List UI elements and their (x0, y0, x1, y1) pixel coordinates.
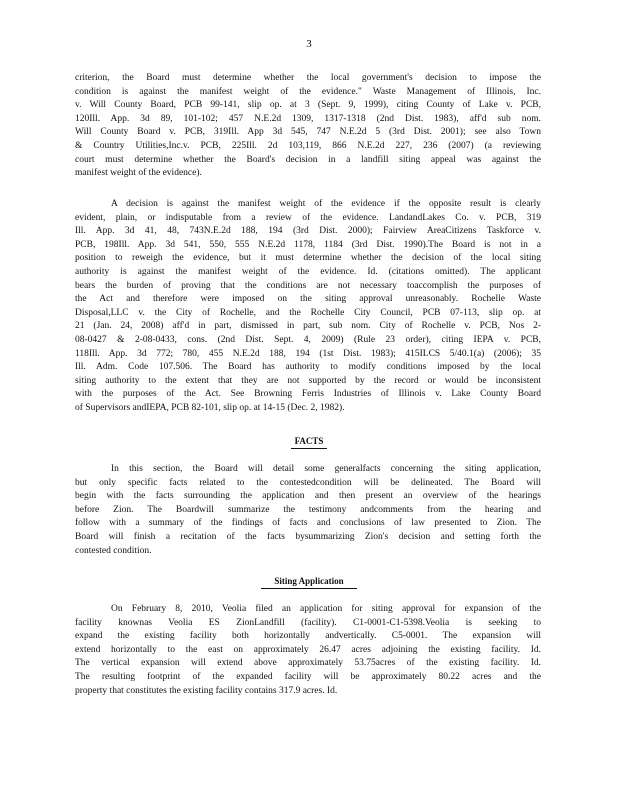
text-line: Ill. App. 3d 41, 48, 743N.E.2d 188, 194 (3rd Dist. 2000); Fairview AreaCitizens Taskforce v. (75, 226, 541, 237)
text-line: but only specific facts related to the contestedcondition will be delineated. The Board will (75, 477, 541, 488)
text-line: siting authority to the extent that they are not supported by the record or would be inconsistent (75, 375, 541, 386)
paragraph-facts-overview (75, 463, 541, 558)
text-line: property that constitutes the existing facility contains 317.9 acres. Id. (75, 685, 338, 696)
text-line: 08-0427 & 2-08-0433, cons. (2nd Dist. Sept. 4, 2009) (Rule 23 order), citing IEPA v. PCB, (75, 334, 541, 345)
text-line: 21 (Jan. 24, 2008) aff'd in part, dismissed in part, sub nom. City of Rochelle v. PCB, Nos 2- (75, 321, 541, 332)
siting-application-heading (0, 574, 618, 588)
text-line: & Country Utilities,Inc.v. PCB, 225Ill. 2d 103,119, 866 N.E.2d 227, 236 (2007) (a reviewing (75, 140, 541, 151)
text-line: extend horizontally to the east on approximately 26.47 acres adjoining the existing facility. Id. (75, 644, 541, 655)
text-line: The resulting footprint of the expanded facility will be approximately 80.22 acres and the (75, 671, 541, 682)
text-line: expand the existing facility both horizontally andvertically. C5-0001. The expansion will (75, 631, 541, 642)
text-line: manifest weight of the evidence). (75, 168, 202, 179)
text-line: The vertical expansion will extend above approximately 53.75acres of the existing facility. Id. (75, 658, 541, 669)
facts-heading (0, 434, 618, 448)
text-line: v. Will County Board, PCB 99-141, slip op. at 3 (Sept. 9, 1999), citing County of Lake v. PCB, (75, 100, 541, 111)
text-line: position to reweigh the evidence, but it must determine whether the decision of the local siting (75, 253, 541, 264)
text-line: On February 8, 2010, Veolia filed an application for siting approval for expansion of the (111, 604, 541, 614)
text-line: Board will finish a recitation of the facts bysummarizing Zion's decision and setting forth the (75, 531, 541, 542)
text-line: criterion, the Board must determine whether the local government's decision to impose the (75, 73, 541, 83)
text-line: with the purposes of the Act. See Browning Ferris Industries of Illinois v. Lake County Board (75, 389, 541, 400)
text-line: Ill. Adm. Code 107.506. The Board has authority to modify conditions imposed by the local (75, 362, 541, 373)
text-line: follow with a summary of the findings of facts and conclusions of law presented to Zion. The (75, 518, 541, 529)
text-line: before Zion. The Boardwill summarize the testimony andcomments from the hearing and (75, 504, 541, 515)
text-line: facility knownas Veolia ES ZionLandfill (facility). C1-0001-C1-5398.Veolia is seeking to (75, 617, 541, 628)
text-line: 118Ill. App. 3d 772; 780, 455 N.E.2d 188, 194 (1st Dist. 1983); 415ILCS 5/40.1(a) (2006); 35 (75, 348, 541, 359)
text-line: condition is against the manifest weight of the evidence." Waste Management of Illinois, Inc. (75, 86, 541, 97)
paragraph-standard-of-review (75, 72, 541, 181)
paragraph-siting-application (75, 603, 541, 698)
siting-application-heading-text: Siting Application (261, 574, 357, 589)
text-line: PCB, 198Ill. App. 3d 541, 550, 555 N.E.2d 1178, 1184 (3rd Dist. 1990).The Board is not in a (75, 239, 541, 250)
text-line: evident, plain, or indisputable from a review of the evidence. LandandLakes Co. v. PCB, 319 (75, 212, 541, 223)
text-line: Disposal,LLC v. the City of Rochelle, and the Rochelle City Council, PCB 07-113, slip op. at (75, 307, 541, 318)
text-line: A decision is against the manifest weight of the evidence if the opposite result is clearly (111, 199, 541, 209)
text-line: of Supervisors andIEPA, PCB 82-101, slip op. at 14-15 (Dec. 2, 1982). (75, 402, 345, 413)
paragraph-manifest-weight (75, 198, 541, 416)
facts-heading-text: FACTS (291, 434, 327, 449)
text-line: Will County Board v. PCB, 319Ill. App 3d 545, 747 N.E.2d 5 (3rd Dist. 2001); see also Town (75, 127, 541, 138)
text-line: In this section, the Board will detail some generalfacts concerning the siting application, (111, 464, 541, 474)
text-line: 120Ill. App. 3d 89, 101-102; 457 N.E.2d 1309, 1317-1318 (2nd Dist. 1983), aff'd sub nom. (75, 113, 541, 124)
text-line: court must determine whether the Board's decision in a landfill siting appeal was against the (75, 154, 541, 165)
text-line: authority is against the manifest weight of the evidence. Id. (citations omitted). The applicant (75, 266, 541, 277)
text-line: bears the burden of proving that the conditions are not necessary toaccomplish the purposes of (75, 280, 541, 291)
text-line: begin with the facts surrounding the application and then present an overview of the hearings (75, 491, 541, 502)
text-line: contested condition. (75, 545, 152, 556)
text-line: the Act and therefore were imposed on the siting approval unreasonably. Rochelle Waste (75, 294, 541, 305)
page-number: 3 (306, 38, 312, 50)
